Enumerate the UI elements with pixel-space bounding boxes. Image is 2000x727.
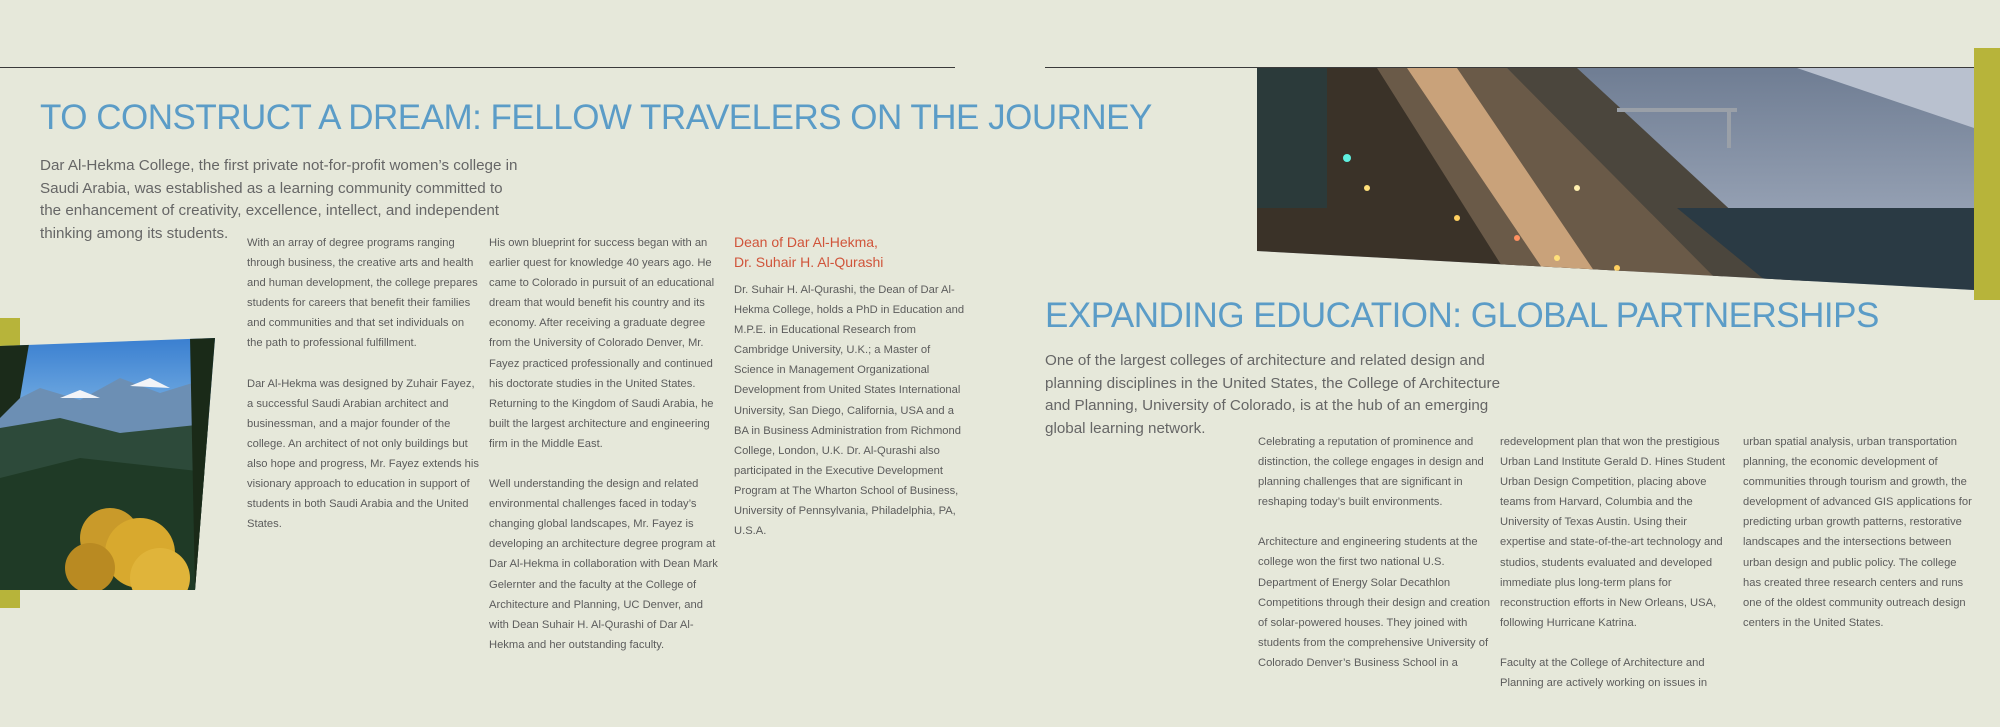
left-column-2 bbox=[489, 233, 721, 675]
paragraph: redevelopment plan that won the prestigious Urban Land Institute Gerald D. Hines Student Urban Design Competition, placing above teams from Harvard, Columbia and the University of Texas Austin. Using their expertise and state-of-the-art technology and studios, students evaluated and developed immediate plus long-term plans for reconstruction efforts in New Orleans, USA, following Hurricane Katrina. bbox=[1500, 436, 1726, 629]
paragraph: His own blueprint for success began with an earlier quest for knowledge 40 years ago. He came to Colorado in pursuit of an educational dream that would benefit his country and its economy. After receiving a graduate degree from the University of Colorado Denver, Mr. Fayez practiced professionally and continued his doctorate studies in the United States. Returning to the Kingdom of Saudi Arabia, he built the largest architecture and engineering firm in the Middle East. bbox=[489, 237, 715, 450]
paragraph: Architecture and engineering students at the college won the first two national U.S. Department of Energy Solar Decathlon Competitions through their design and creation of solar-powered houses. They joined with students from the comprehensive University of Colorado Denver’s Business School in a bbox=[1258, 536, 1490, 669]
left-column-1 bbox=[247, 233, 479, 554]
mountain-forest-photo bbox=[0, 338, 215, 590]
right-column-3 bbox=[1743, 432, 1975, 653]
right-accent-bar bbox=[1974, 48, 2000, 300]
paragraph: With an array of degree programs ranging through business, the creative arts and health and human development, the college prepares students for careers that benefit their families and communities and that set individuals on the path to professional fulfillment. bbox=[247, 237, 478, 350]
dean-heading bbox=[734, 233, 966, 272]
dean-bio: Dr. Suhair H. Al-Qurashi, the Dean of Dar Al-Hekma College, holds a PhD in Education and M.P.E. in Educational Research from Cambridge University, U.K.; a Master of Science in Management Organizational Development from United States International University, San Diego, California, USA and a BA in Business Administration from Richmond College, London, U.K. Dr. Al-Qurashi also participated in the Executive Development Program at The Wharton School of Business, University of Pennsylvania, Philadelphia, PA, U.S.A. bbox=[734, 284, 965, 538]
paragraph: urban spatial analysis, urban transportation planning, the economic development of communities through tourism and growth, the development of advanced GIS applications for predicting urban growth patterns, restorative landscapes and the intersections between urban design and public policy. The college has created three research centers and runs one of the oldest community outreach design centers in the United States. bbox=[1743, 436, 1972, 629]
right-lead-paragraph: One of the largest colleges of architecture and related design and planning disciplines in the United States, the College of Architecture and Planning, University of Colorado, is at the hub of an emerging global learning network. bbox=[1045, 352, 1501, 437]
coastal-city-photo bbox=[1257, 68, 1974, 290]
dean-sidebar bbox=[734, 233, 966, 561]
dean-heading-line2: Dr. Suhair H. Al-Qurashi bbox=[734, 253, 884, 270]
left-lead-paragraph: Dar Al-Hekma College, the first private not-for-profit women’s college in Saudi Arabia, was established as a learning community committed to the enhancement of creativity, excellence, intellect, and independent thinking among its students. bbox=[40, 157, 518, 242]
right-column-2 bbox=[1500, 432, 1732, 713]
right-column-1 bbox=[1258, 432, 1490, 693]
paragraph: Dar Al-Hekma was designed by Zuhair Fayez, a successful Saudi Arabian architect and businessman, and a major founder of the college. An architect of not only buildings but also hope and progress, Mr. Fayez extends his visionary approach to education in support of students in both Saudi Arabia and the United States. bbox=[247, 377, 479, 531]
top-rule-left bbox=[0, 67, 955, 68]
right-page-title: EXPANDING EDUCATION: GLOBAL PARTNERSHIPS bbox=[1045, 296, 1879, 335]
left-page-title: TO CONSTRUCT A DREAM: FELLOW TRAVELERS ON THE JOURNEY bbox=[40, 98, 1152, 137]
dean-heading-line1: Dean of Dar Al-Hekma, bbox=[734, 234, 878, 250]
paragraph: Faculty at the College of Architecture and Planning are actively working on issues in bbox=[1500, 656, 1708, 690]
paragraph: Celebrating a reputation of prominence and distinction, the college engages in design and planning challenges that are significant in reshaping today’s built environments. bbox=[1258, 436, 1484, 509]
paragraph: Well understanding the design and related environmental challenges faced in today’s changing global landscapes, Mr. Fayez is developing an architecture degree program at Dar Al-Hekma in collaboration with Dean Mark Gelernter and the faculty at the College of Architecture and Planning, UC Denver, and with Dean Suhair H. Al-Qurashi of Dar Al-Hekma and her outstanding faculty. bbox=[489, 478, 718, 651]
